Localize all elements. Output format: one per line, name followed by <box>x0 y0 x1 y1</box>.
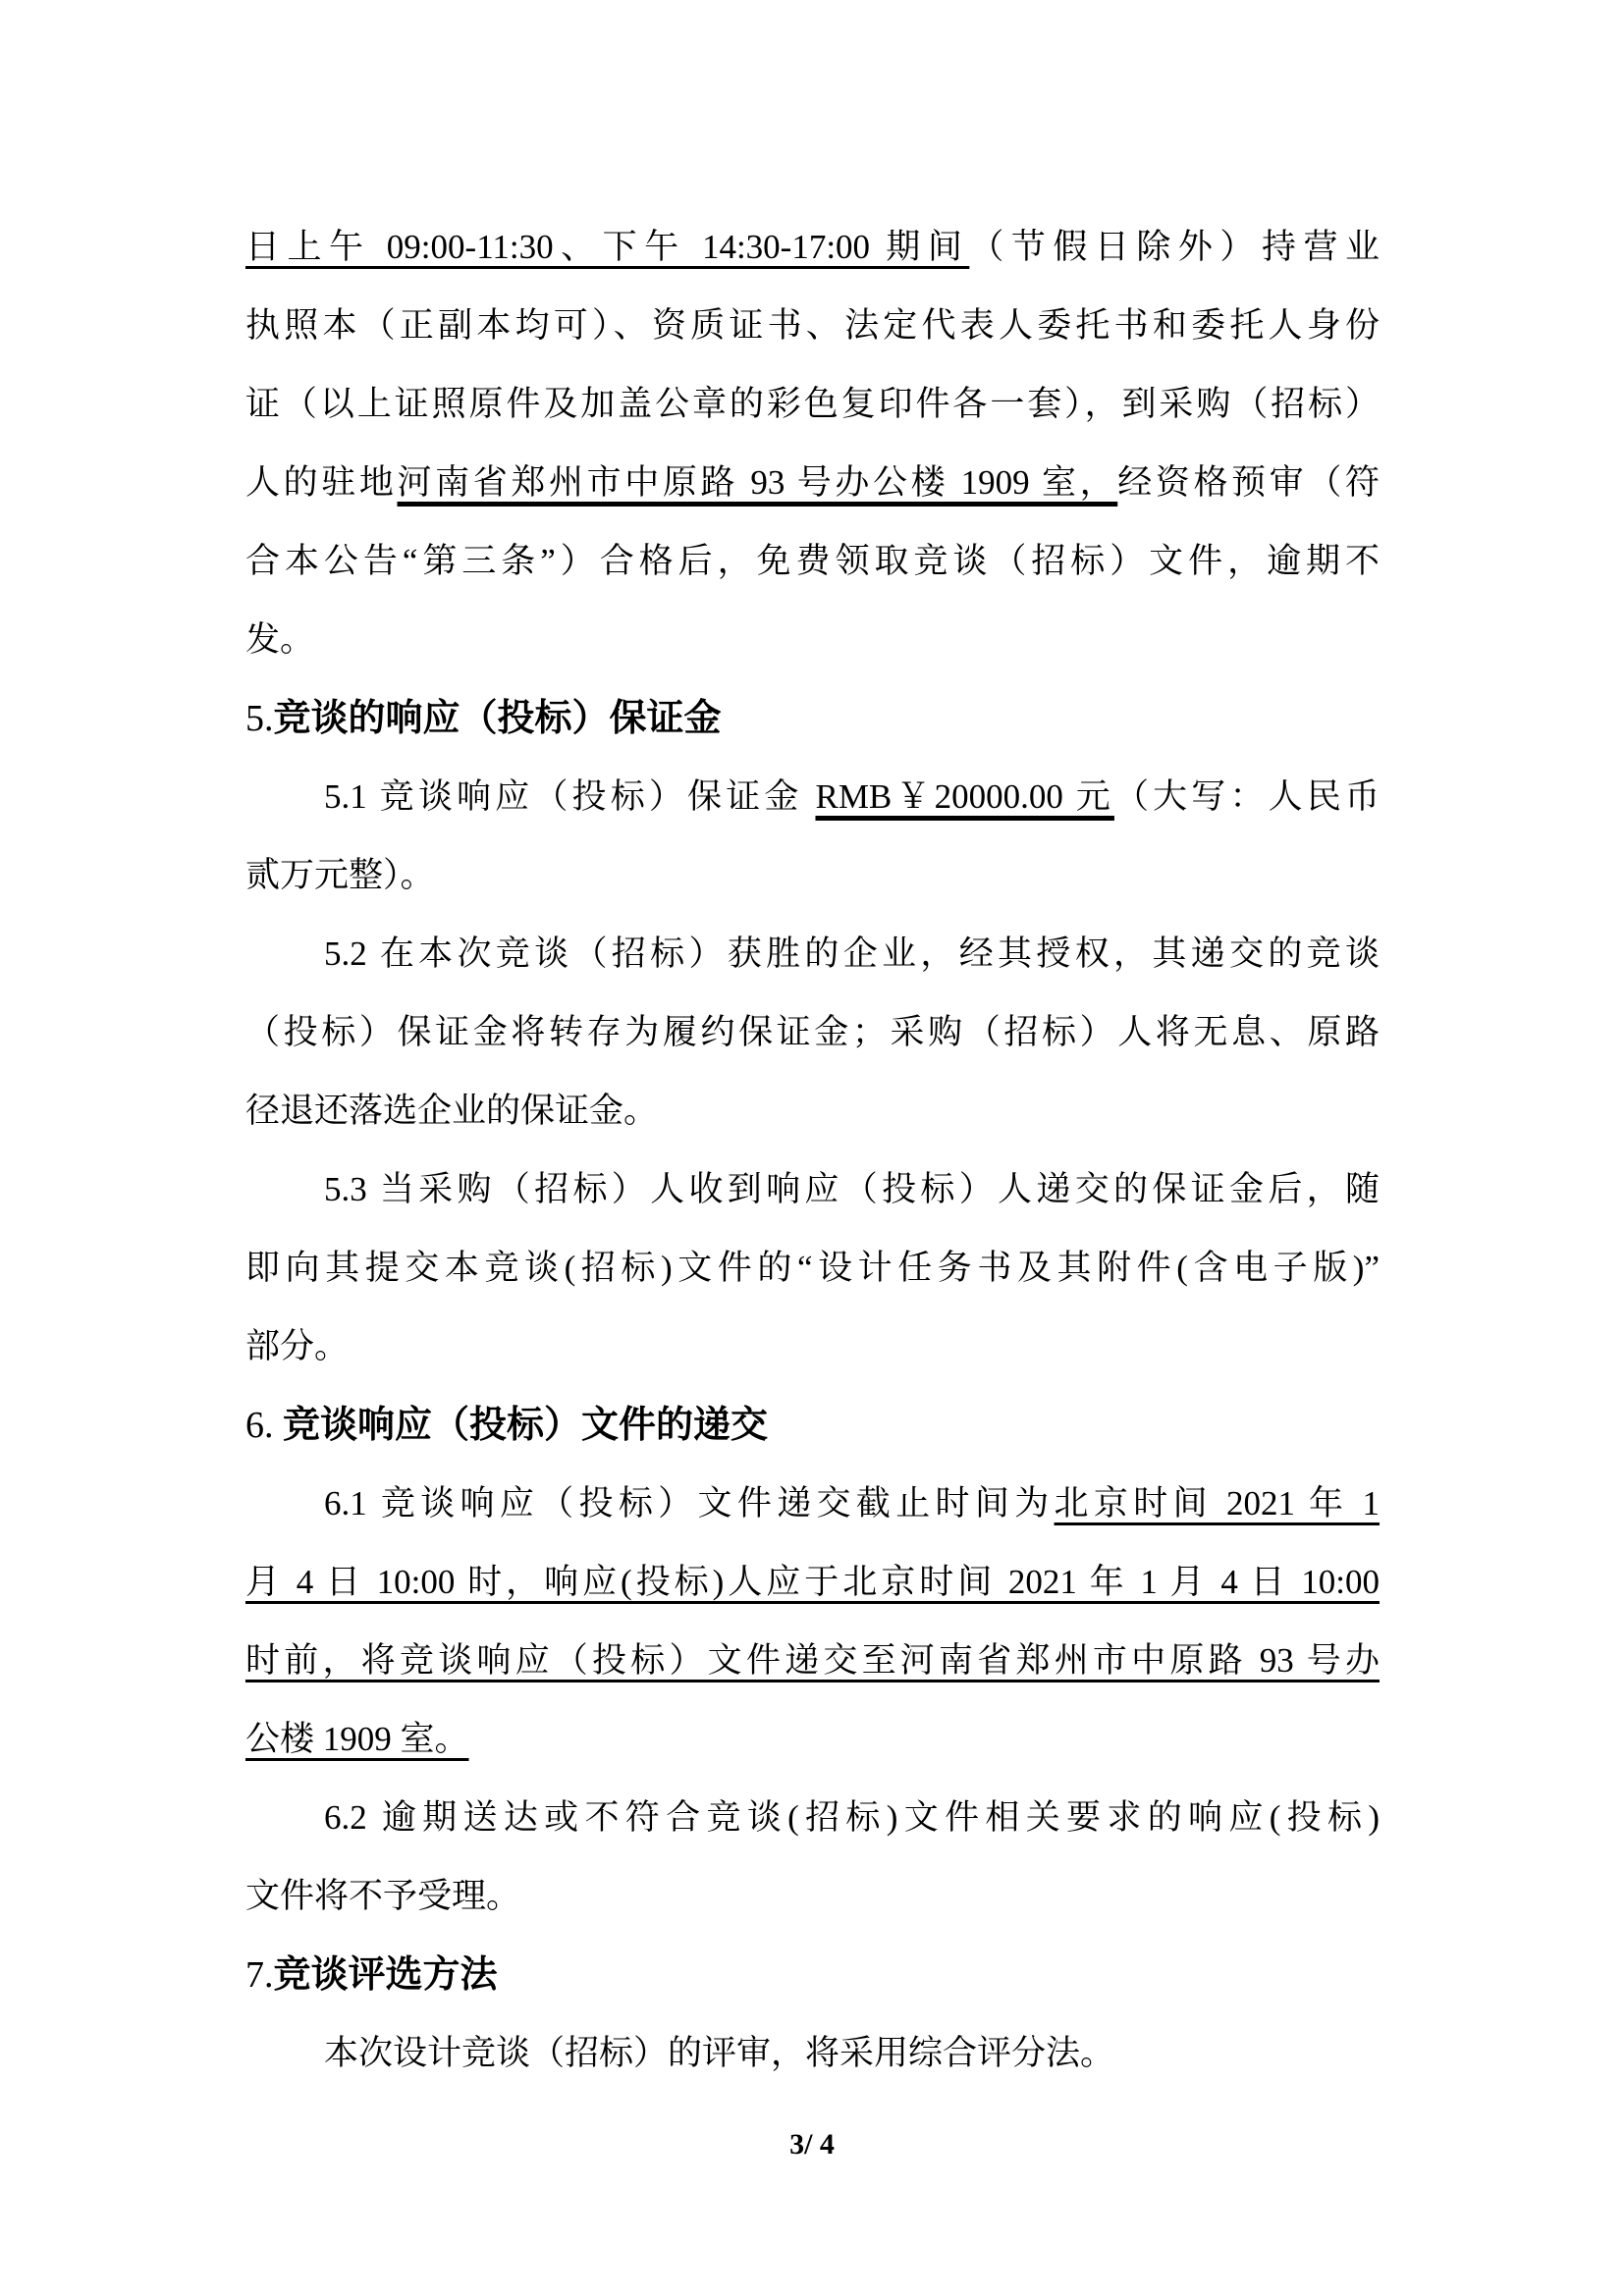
text-segment: （节假日除外）持营业 <box>969 228 1380 266</box>
text-segment: 贰万元整）。 <box>245 856 435 894</box>
text-segment: 发。 <box>245 620 315 659</box>
text-line <box>245 758 1380 836</box>
text-segment: 即向其提交本竞谈(招标)文件的“设计任务书及其附件(含电子版)” <box>245 1249 1380 1287</box>
text-segment: 部分。 <box>245 1327 350 1365</box>
section-heading <box>245 1386 1380 1465</box>
text-line <box>245 1150 1380 1229</box>
text-segment: 径退还落选企业的保证金。 <box>245 1092 659 1130</box>
underlined-text: 公楼 1909 室。 <box>245 1720 469 1758</box>
underlined-text: 月 4 日 10:00 时，响应(投标)人应于北京时间 2021 年 1 月 4 日 10:00 <box>245 1563 1380 1601</box>
text-segment: 5.2 在本次竞谈（招标）获胜的企业，经其授权，其递交的竞谈 <box>324 934 1380 973</box>
text-segment: 人的驻地 <box>245 463 398 502</box>
text-line <box>245 2014 1380 2093</box>
text-line <box>245 1072 1380 1150</box>
section-heading <box>245 679 1380 758</box>
text-segment: （投标）保证金将转存为履约保证金；采购（招标）人将无息、原路 <box>245 1013 1380 1051</box>
text-line <box>245 1229 1380 1308</box>
section-heading <box>245 1936 1380 2014</box>
text-segment: 证（以上证照原件及加盖公章的彩色复印件各一套），到采购（招标） <box>245 385 1380 423</box>
page-number: 3/ 4 <box>789 2128 835 2161</box>
text-line <box>245 1543 1380 1622</box>
text-line <box>245 1465 1380 1543</box>
text-line <box>245 1308 1380 1386</box>
underlined-text: 日上午 09:00-11:30、下午 14:30-17:00 期间 <box>245 228 970 266</box>
text-segment: 5. <box>245 698 274 739</box>
text-segment: 竞谈响应（投标）文件的递交 <box>283 1405 769 1446</box>
text-segment: 文件将不予受理。 <box>245 1877 521 1915</box>
text-line <box>245 1857 1380 1936</box>
text-segment: 合本公告“第三条”）合格后，免费领取竞谈（招标）文件，逾期不 <box>245 542 1380 580</box>
text-segment: 竞谈的响应（投标）保证金 <box>273 698 722 739</box>
page-footer <box>0 2128 1624 2162</box>
text-line <box>245 1700 1380 1779</box>
text-line <box>245 915 1380 993</box>
text-line <box>245 1779 1380 1857</box>
text-segment: 执照本（正副本均可）、资质证书、法定代表人委托书和委托人身份 <box>245 306 1380 345</box>
underlined-text: RMB￥20000.00 元 <box>815 777 1114 816</box>
text-line <box>245 836 1380 915</box>
text-segment: 6.1 竞谈响应（投标）文件递交截止时间为 <box>324 1484 1055 1522</box>
text-segment: 本次设计竞谈（招标）的评审，将采用综合评分法。 <box>324 2034 1115 2072</box>
text-segment: （大写：人民币 <box>1113 777 1380 816</box>
text-line <box>245 1622 1380 1700</box>
text-line <box>245 993 1380 1072</box>
text-line <box>245 522 1380 601</box>
underlined-text: 时前，将竞谈响应（投标）文件递交至河南省郑州市中原路 93 号办 <box>245 1641 1380 1680</box>
text-segment: 6.2 逾期送达或不符合竞谈(招标)文件相关要求的响应(投标) <box>324 1798 1380 1837</box>
text-segment: 6. <box>245 1405 283 1446</box>
text-line <box>245 208 1380 287</box>
text-segment: 5.1 竞谈响应（投标）保证金 <box>324 777 816 816</box>
text-line <box>245 601 1380 679</box>
underlined-text: 北京时间 2021 年 1 <box>1054 1484 1380 1522</box>
text-segment: 5.3 当采购（招标）人收到响应（投标）人递交的保证金后，随 <box>324 1170 1380 1208</box>
underlined-text: 河南省郑州市中原路 93 号办公楼 1909 室， <box>397 463 1118 502</box>
text-line <box>245 287 1380 365</box>
text-line <box>245 365 1380 444</box>
document-body <box>245 208 1380 2093</box>
text-segment: 经资格预审（符 <box>1117 463 1380 502</box>
text-segment: 竞谈评选方法 <box>273 1954 498 1996</box>
text-line <box>245 444 1380 522</box>
text-segment: 7. <box>245 1954 274 1996</box>
